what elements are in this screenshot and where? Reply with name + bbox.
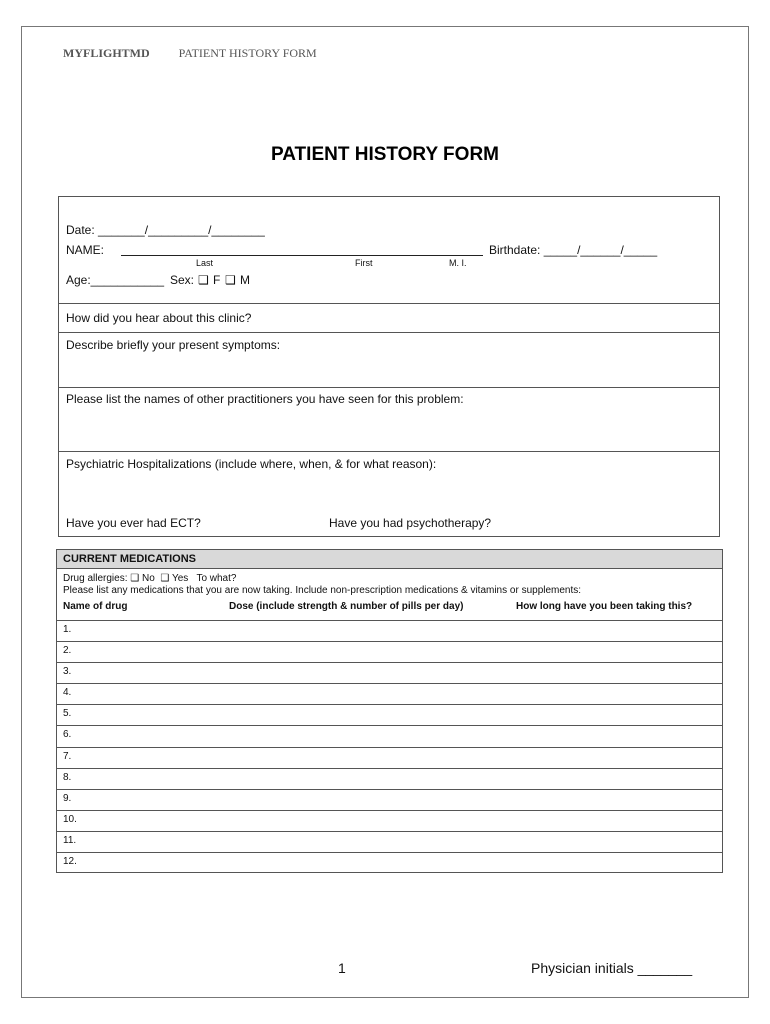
demographics-section xyxy=(59,197,719,304)
sex-label: Sex: xyxy=(170,273,195,287)
referral-section[interactable] xyxy=(59,304,719,333)
hospitalizations-question: Psychiatric Hospitalizations (include where, when, & for what reason): xyxy=(66,457,437,471)
hospitalizations-section[interactable] xyxy=(59,452,719,536)
table-row[interactable]: 9. xyxy=(57,790,722,811)
allergies-label: Drug allergies: xyxy=(63,573,128,584)
table-row[interactable]: 6. xyxy=(57,726,722,747)
allergies-line xyxy=(63,573,236,584)
symptoms-question: Describe briefly your present symptoms: xyxy=(66,338,281,352)
psychotherapy-question: Have you had psychotherapy? xyxy=(329,516,492,530)
column-header-duration: How long have you been taking this? xyxy=(516,601,693,612)
age-field[interactable]: Age:___________ xyxy=(66,273,165,287)
table-row[interactable]: 4. xyxy=(57,684,722,705)
page-number: 1 xyxy=(338,960,346,976)
date-field[interactable]: Date: _______/_________/________ xyxy=(66,223,265,237)
table-row[interactable]: 11. xyxy=(57,832,722,853)
patient-info-box xyxy=(58,196,720,537)
allergies-to-what: To what? xyxy=(196,573,237,584)
name-field[interactable] xyxy=(121,255,483,256)
checkbox-yes-icon[interactable]: ❑ xyxy=(160,573,170,584)
table-row[interactable]: 2. xyxy=(57,642,722,663)
allergies-no-label: No xyxy=(142,573,155,584)
birthdate-field[interactable]: Birthdate: _____/______/_____ xyxy=(489,243,658,257)
practitioners-question: Please list the names of other practitioners you have seen for this problem: xyxy=(66,392,464,406)
table-row[interactable]: 8. xyxy=(57,769,722,790)
medications-instructions: Please list any medications that you are now taking. Include non-prescription medications & vitamins or supplements: xyxy=(63,585,582,596)
ect-question: Have you ever had ECT? xyxy=(66,516,201,530)
middle-initial-caption: M. I. xyxy=(449,258,467,268)
table-row[interactable]: 3. xyxy=(57,663,722,684)
header-subtitle: PATIENT HISTORY FORM xyxy=(178,46,317,60)
table-row[interactable]: 10. xyxy=(57,811,722,832)
practitioners-section[interactable] xyxy=(59,388,719,452)
page-header xyxy=(63,46,317,61)
first-name-caption: First xyxy=(355,258,373,268)
checkbox-male-icon[interactable]: ❑ xyxy=(225,273,236,287)
medications-heading: CURRENT MEDICATIONS xyxy=(57,550,722,569)
form-title: PATIENT HISTORY FORM xyxy=(270,144,499,165)
sex-female-label: F xyxy=(213,273,221,287)
medications-table xyxy=(56,549,723,873)
physician-initials-field[interactable]: Physician initials _______ xyxy=(531,960,693,976)
allergies-yes-label: Yes xyxy=(171,573,189,584)
table-row[interactable]: 1. xyxy=(57,621,722,642)
symptoms-section[interactable] xyxy=(59,333,719,388)
table-row[interactable]: 7. xyxy=(57,748,722,769)
column-header-dose: Dose (include strength & number of pills per day) xyxy=(229,601,464,612)
checkbox-female-icon[interactable]: ❑ xyxy=(198,273,209,287)
medications-intro xyxy=(57,569,722,621)
table-row[interactable]: 12. xyxy=(63,856,77,868)
referral-question: How did you hear about this clinic? xyxy=(66,311,252,325)
brand-name: MYFLIGHTMD xyxy=(63,46,150,60)
name-label: NAME: xyxy=(66,243,105,257)
medication-rows xyxy=(57,621,722,874)
sex-male-label: M xyxy=(240,273,250,287)
table-row[interactable]: 5. xyxy=(57,705,722,726)
checkbox-no-icon[interactable]: ❑ xyxy=(130,573,140,584)
column-header-drug: Name of drug xyxy=(63,601,128,612)
last-name-caption: Last xyxy=(196,258,214,268)
